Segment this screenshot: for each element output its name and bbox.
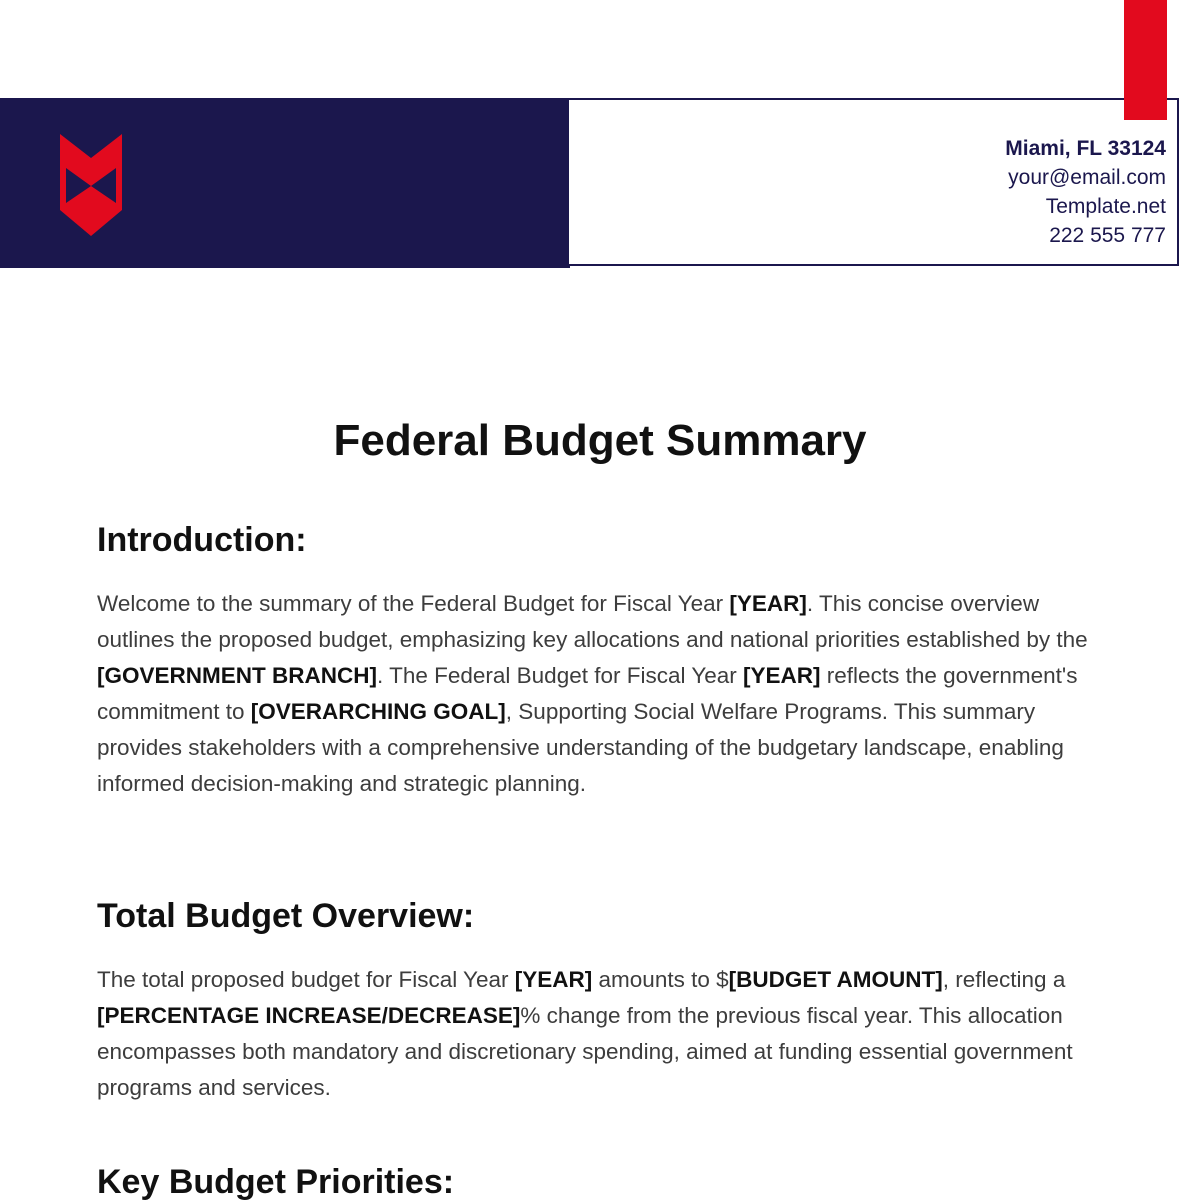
section-heading-key-budget-priorities: Key Budget Priorities: — [97, 1163, 455, 1201]
section-heading-total-budget-overview: Total Budget Overview: — [97, 897, 475, 935]
red-accent-bar — [1124, 0, 1167, 120]
body-text: The total proposed budget for Fiscal Year — [97, 967, 515, 992]
placeholder-field: [GOVERNMENT BRANCH] — [97, 663, 377, 688]
section-body-introduction — [97, 586, 1107, 802]
contact-website: Template.net — [1045, 195, 1166, 218]
body-text: Welcome to the summary of the Federal Budget for Fiscal Year — [97, 591, 730, 616]
contact-phone: 222 555 777 — [1049, 224, 1166, 247]
contact-address: Miami, FL 33124 — [1005, 137, 1166, 160]
placeholder-field: [YEAR] — [729, 591, 807, 616]
body-text: . This concise overview outlines the proposed budget, emphasizing key allocations and national priorities established by the — [97, 591, 1088, 652]
body-text: % change from the previous fiscal year. This allocation encompasses both mandatory and discretionary spending, aimed at funding essential government programs and services. — [97, 1003, 1073, 1100]
letterhead — [0, 98, 1180, 268]
shield-bowtie-logo-icon — [55, 134, 128, 236]
contact-email: your@email.com — [1008, 166, 1166, 189]
section-body-total-budget-overview — [97, 962, 1107, 1106]
section-heading-introduction: Introduction: — [97, 521, 307, 559]
placeholder-field: [OVERARCHING GOAL] — [250, 699, 506, 724]
body-text: reflects the government's commitment to — [97, 663, 1078, 724]
placeholder-field: [BUDGET AMOUNT] — [728, 967, 943, 992]
document-title: Federal Budget Summary — [333, 416, 867, 465]
placeholder-field: [PERCENTAGE INCREASE/DECREASE] — [97, 1003, 521, 1028]
body-text: , Supporting Social Welfare Programs. This summary provides stakeholders with a comprehensive understanding of the budgetary landscape, enabling informed decision-making and strategic planning. — [97, 699, 1064, 796]
contact-block — [1005, 134, 1166, 250]
body-text: amounts to $ — [592, 967, 729, 992]
placeholder-field: [YEAR] — [743, 663, 821, 688]
body-text: . The Federal Budget for Fiscal Year — [377, 663, 744, 688]
body-text: , reflecting a — [942, 967, 1066, 992]
placeholder-field: [YEAR] — [514, 967, 593, 992]
